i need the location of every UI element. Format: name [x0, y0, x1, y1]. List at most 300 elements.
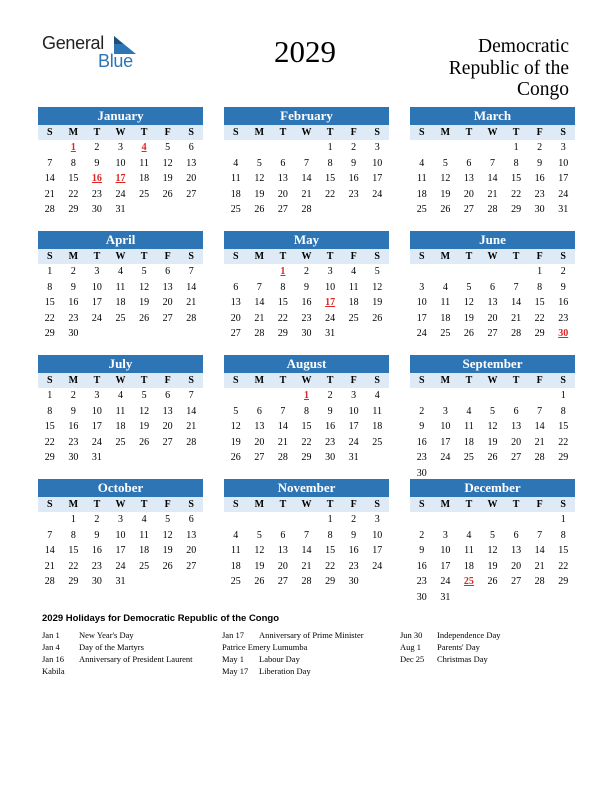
day-cell: 4	[117, 266, 123, 277]
empty-day-cell	[457, 264, 481, 280]
weekday-label: W	[115, 375, 126, 386]
day-cell: 15	[68, 173, 79, 184]
empty-day-cell	[248, 388, 272, 404]
day-cell: 28	[487, 204, 498, 215]
weekday-label: T	[140, 127, 148, 138]
weekday-label: T	[279, 375, 287, 386]
holiday-day-cell: 17	[325, 297, 336, 308]
day-cell: 10	[440, 545, 451, 556]
empty-day-cell	[224, 512, 248, 528]
day-cell: 7	[513, 281, 519, 293]
day-cell: 23	[325, 436, 336, 448]
day-cell: 7	[303, 529, 309, 541]
day-cell: 21	[186, 297, 197, 308]
day-cell: 8	[327, 529, 333, 541]
day-cell: 9	[70, 405, 76, 417]
day-cell: 5	[165, 142, 171, 153]
day-cell: 12	[372, 281, 383, 293]
day-cell: 21	[186, 421, 197, 432]
day-cell: 26	[139, 312, 150, 324]
weekday-label: T	[465, 251, 473, 262]
day-cell: 2	[303, 266, 309, 277]
holiday-day-cell: 30	[558, 328, 569, 339]
day-cell: 7	[303, 157, 309, 169]
month-september	[410, 355, 575, 481]
day-cell: 4	[233, 529, 239, 541]
day-cell: 14	[511, 297, 522, 308]
day-cell: 25	[230, 576, 241, 587]
weekday-label: S	[188, 499, 194, 510]
day-cell: 12	[230, 421, 241, 432]
day-cell: 5	[374, 266, 380, 277]
country-line: Democratic	[478, 36, 569, 57]
day-cell: 7	[188, 266, 194, 277]
holiday-name: Liberation Day	[259, 666, 311, 676]
day-cell: 27	[186, 188, 197, 200]
day-cell: 24	[115, 560, 126, 572]
weekday-label: T	[140, 375, 148, 386]
day-cell: 24	[325, 312, 336, 324]
day-cell: 10	[115, 157, 126, 169]
day-cell: 19	[463, 312, 474, 324]
day-cell: 31	[348, 452, 359, 463]
day-cell: 10	[558, 157, 569, 169]
day-cell: 3	[94, 266, 100, 277]
weekday-label: W	[487, 499, 498, 510]
day-cell: 29	[68, 204, 79, 215]
weekday-label: T	[465, 375, 473, 386]
day-cell: 8	[70, 529, 76, 541]
weekday-label: M	[440, 499, 451, 510]
day-cell: 22	[44, 436, 55, 448]
day-cell: 14	[186, 281, 197, 293]
day-cell: 19	[139, 421, 150, 432]
day-cell: 23	[416, 452, 427, 463]
day-cell: 23	[68, 436, 79, 448]
weekday-label: T	[326, 499, 334, 510]
day-cell: 8	[327, 157, 333, 169]
day-cell: 27	[254, 452, 265, 463]
day-cell: 9	[419, 421, 425, 432]
weekday-label: F	[536, 499, 543, 510]
day-cell: 20	[511, 560, 522, 572]
holiday-name: Anniversary of President Laurent	[79, 654, 193, 664]
day-cell: 8	[47, 281, 53, 293]
day-cell: 23	[348, 188, 359, 200]
day-cell: 20	[162, 297, 173, 308]
day-cell: 29	[301, 452, 312, 463]
day-cell: 23	[416, 576, 427, 587]
day-cell: 20	[186, 545, 197, 556]
day-cell: 16	[68, 297, 79, 308]
day-cell: 17	[91, 421, 102, 432]
day-cell: 6	[165, 266, 171, 277]
day-cell: 12	[162, 157, 173, 169]
day-cell: 1	[47, 266, 53, 277]
day-cell: 18	[230, 188, 241, 200]
holiday-day-cell: 17	[115, 173, 126, 184]
country-line: Republic of the	[448, 57, 569, 79]
holiday-day-cell: 1	[303, 390, 309, 401]
weekday-label: W	[301, 375, 312, 386]
holiday-day-cell: 4	[141, 142, 147, 153]
day-cell: 21	[301, 560, 312, 572]
day-cell: 28	[301, 204, 312, 215]
days-grid	[410, 388, 575, 481]
day-cell: 1	[560, 514, 566, 525]
weekday-label: M	[254, 251, 265, 262]
empty-day-cell	[457, 140, 481, 156]
day-cell: 10	[348, 405, 359, 417]
holiday-name: Parents' Day	[437, 642, 480, 652]
day-cell: 11	[139, 529, 149, 541]
day-cell: 24	[91, 312, 102, 324]
month-header: February	[224, 107, 389, 125]
day-cell: 15	[44, 421, 55, 432]
day-cell: 24	[348, 436, 359, 448]
weekday-label: T	[279, 499, 287, 510]
day-cell: 7	[280, 405, 286, 417]
day-cell: 12	[139, 405, 150, 417]
day-cell: 30	[91, 204, 102, 215]
day-cell: 9	[419, 545, 425, 556]
holiday-date: Aug 1	[400, 642, 422, 652]
day-cell: 13	[487, 297, 498, 308]
day-cell: 9	[327, 405, 333, 417]
day-cell: 12	[162, 529, 173, 541]
day-cell: 31	[115, 576, 126, 587]
empty-day-cell	[224, 264, 248, 280]
day-cell: 9	[351, 157, 357, 169]
day-cell: 8	[70, 157, 76, 169]
day-cell: 10	[372, 157, 383, 169]
day-cell: 14	[487, 173, 498, 184]
day-cell: 12	[487, 421, 498, 432]
day-cell: 20	[254, 436, 265, 448]
day-cell: 1	[70, 514, 76, 525]
weekday-label: S	[560, 499, 566, 510]
day-cell: 5	[233, 405, 239, 417]
day-cell: 16	[416, 436, 427, 448]
month-february	[224, 107, 389, 218]
empty-day-cell	[457, 512, 481, 528]
weekday-label: W	[487, 375, 498, 386]
day-cell: 18	[115, 297, 126, 308]
weekday-label: S	[419, 499, 425, 510]
weekday-label: M	[68, 251, 79, 262]
day-cell: 6	[513, 405, 519, 417]
day-cell: 28	[277, 452, 288, 463]
empty-day-cell	[248, 140, 272, 156]
day-cell: 20	[277, 560, 288, 572]
day-cell: 28	[301, 576, 312, 587]
days-grid	[224, 140, 389, 218]
day-cell: 2	[560, 266, 566, 277]
day-cell: 28	[534, 452, 545, 463]
day-cell: 29	[511, 204, 522, 215]
weekday-label: F	[536, 251, 543, 262]
empty-day-cell	[410, 388, 434, 404]
day-cell: 27	[511, 576, 522, 587]
weekday-header-row	[38, 125, 203, 140]
day-cell: 6	[256, 405, 262, 417]
day-cell: 9	[303, 281, 309, 293]
weekday-label: S	[374, 251, 380, 262]
day-cell: 22	[68, 188, 79, 200]
day-cell: 13	[186, 157, 197, 169]
day-cell: 8	[560, 405, 566, 417]
month-december	[410, 479, 575, 605]
weekday-label: M	[440, 251, 451, 262]
weekday-label: T	[279, 251, 287, 262]
holiday-column	[222, 629, 397, 677]
day-cell: 14	[534, 545, 545, 556]
month-header: April	[38, 231, 203, 249]
day-cell: 27	[186, 560, 197, 572]
day-cell: 11	[230, 545, 241, 556]
day-cell: 15	[277, 297, 288, 308]
day-cell: 28	[44, 204, 55, 215]
day-cell: 31	[325, 328, 336, 339]
days-grid	[224, 388, 389, 466]
day-cell: 22	[325, 560, 336, 572]
holiday-entry	[222, 641, 397, 653]
day-cell: 20	[186, 173, 197, 184]
weekday-label: S	[47, 251, 53, 262]
weekday-label: T	[512, 375, 520, 386]
day-cell: 22	[558, 436, 569, 448]
day-cell: 12	[254, 173, 265, 184]
day-cell: 11	[464, 421, 474, 432]
weekday-label: S	[374, 375, 380, 386]
holiday-day-cell: 1	[280, 266, 286, 277]
day-cell: 3	[560, 142, 566, 153]
day-cell: 19	[487, 436, 498, 448]
holiday-entry	[400, 653, 570, 665]
day-cell: 31	[440, 591, 451, 603]
day-cell: 11	[230, 173, 241, 184]
day-cell: 27	[277, 204, 288, 215]
day-cell: 24	[115, 188, 126, 200]
weekday-label: T	[512, 499, 520, 510]
day-cell: 14	[277, 421, 288, 432]
day-cell: 20	[487, 312, 498, 324]
weekday-label: S	[560, 251, 566, 262]
weekday-label: W	[115, 251, 126, 262]
days-grid	[38, 264, 203, 342]
day-cell: 21	[301, 188, 312, 200]
empty-day-cell	[248, 512, 272, 528]
day-cell: 20	[230, 312, 241, 324]
day-cell: 2	[327, 390, 333, 401]
day-cell: 26	[372, 312, 383, 324]
holiday-entry	[222, 665, 397, 677]
day-cell: 30	[534, 204, 545, 215]
day-cell: 15	[68, 545, 79, 556]
day-cell: 7	[47, 157, 53, 169]
weekday-label: F	[350, 127, 357, 138]
weekday-label: T	[140, 499, 148, 510]
day-cell: 3	[374, 142, 380, 153]
day-cell: 17	[558, 173, 569, 184]
weekday-label: S	[233, 499, 239, 510]
day-cell: 18	[230, 560, 241, 572]
day-cell: 5	[442, 157, 448, 169]
day-cell: 13	[162, 281, 173, 293]
day-cell: 23	[91, 560, 102, 572]
day-cell: 21	[534, 560, 545, 572]
day-cell: 17	[372, 545, 383, 556]
day-cell: 22	[534, 312, 545, 324]
day-cell: 30	[416, 467, 427, 479]
empty-day-cell	[434, 512, 458, 528]
weekday-label: S	[188, 127, 194, 138]
month-header: November	[224, 479, 389, 497]
weekday-header-row	[410, 373, 575, 388]
day-cell: 28	[511, 328, 522, 339]
day-cell: 6	[280, 529, 286, 541]
day-cell: 24	[372, 188, 383, 200]
day-cell: 2	[70, 390, 76, 401]
day-cell: 4	[233, 157, 239, 169]
day-cell: 17	[440, 436, 451, 448]
days-grid	[410, 140, 575, 218]
day-cell: 7	[489, 157, 495, 169]
day-cell: 27	[511, 452, 522, 463]
day-cell: 4	[351, 266, 357, 277]
empty-day-cell	[271, 140, 295, 156]
day-cell: 15	[301, 421, 312, 432]
day-cell: 1	[560, 390, 566, 401]
day-cell: 16	[348, 173, 359, 184]
day-cell: 11	[139, 157, 149, 169]
day-cell: 3	[117, 514, 123, 525]
day-cell: 4	[466, 405, 472, 417]
weekday-label: S	[374, 499, 380, 510]
weekday-label: M	[254, 375, 265, 386]
day-cell: 27	[277, 576, 288, 587]
day-cell: 22	[325, 188, 336, 200]
month-july	[38, 355, 203, 466]
day-cell: 12	[463, 297, 474, 308]
holiday-entry	[400, 629, 570, 641]
day-cell: 19	[162, 545, 173, 556]
day-cell: 27	[230, 328, 241, 339]
day-cell: 12	[139, 281, 150, 293]
empty-day-cell	[224, 388, 248, 404]
day-cell: 15	[558, 545, 569, 556]
day-cell: 4	[466, 529, 472, 541]
weekday-label: W	[115, 127, 126, 138]
day-cell: 5	[165, 514, 171, 525]
holiday-name: Day of the Martyrs	[79, 642, 144, 652]
month-header: March	[410, 107, 575, 125]
holiday-date: Jan 16	[42, 654, 64, 664]
day-cell: 25	[115, 436, 126, 448]
weekday-label: T	[93, 375, 101, 386]
day-cell: 2	[70, 266, 76, 277]
day-cell: 8	[280, 281, 286, 293]
holiday-entry	[42, 629, 217, 641]
day-cell: 27	[463, 204, 474, 215]
weekday-label: S	[188, 375, 194, 386]
month-header: August	[224, 355, 389, 373]
weekday-header-row	[38, 497, 203, 512]
weekday-label: M	[68, 127, 79, 138]
day-cell: 27	[162, 312, 173, 324]
day-cell: 14	[186, 405, 197, 417]
month-header: May	[224, 231, 389, 249]
day-cell: 3	[94, 390, 100, 401]
day-cell: 3	[419, 281, 425, 293]
day-cell: 12	[487, 545, 498, 556]
day-cell: 29	[277, 328, 288, 339]
day-cell: 15	[44, 297, 55, 308]
weekday-label: S	[419, 375, 425, 386]
day-cell: 6	[489, 281, 495, 293]
month-header: January	[38, 107, 203, 125]
day-cell: 6	[233, 281, 239, 293]
weekday-label: F	[164, 375, 171, 386]
month-august	[224, 355, 389, 466]
day-cell: 30	[91, 576, 102, 587]
day-cell: 25	[348, 312, 359, 324]
holiday-name-continued: Kabila	[42, 666, 65, 676]
day-cell: 2	[419, 405, 425, 417]
day-cell: 4	[442, 281, 448, 293]
weekday-label: M	[254, 499, 265, 510]
day-cell: 16	[558, 297, 569, 308]
day-cell: 18	[463, 560, 474, 572]
month-header: July	[38, 355, 203, 373]
day-cell: 7	[47, 529, 53, 541]
weekday-label: T	[93, 499, 101, 510]
day-cell: 3	[117, 142, 123, 153]
holiday-name: Christmas Day	[437, 654, 488, 664]
day-cell: 22	[68, 560, 79, 572]
day-cell: 2	[94, 514, 100, 525]
day-cell: 25	[372, 436, 383, 448]
country-line: Congo	[516, 79, 569, 100]
weekday-label: S	[374, 127, 380, 138]
day-cell: 7	[188, 390, 194, 401]
weekday-label: T	[93, 127, 101, 138]
holiday-date: Jan 17	[222, 630, 244, 640]
weekday-header-row	[38, 373, 203, 388]
empty-day-cell	[481, 140, 505, 156]
day-cell: 3	[327, 266, 333, 277]
day-cell: 16	[301, 297, 312, 308]
day-cell: 17	[91, 297, 102, 308]
day-cell: 26	[162, 188, 173, 200]
day-cell: 23	[348, 560, 359, 572]
day-cell: 9	[94, 529, 100, 541]
day-cell: 29	[68, 576, 79, 587]
day-cell: 4	[374, 390, 380, 401]
day-cell: 11	[416, 173, 427, 184]
day-cell: 29	[534, 328, 545, 339]
day-cell: 16	[68, 421, 79, 432]
weekday-label: F	[536, 375, 543, 386]
day-cell: 6	[188, 514, 194, 525]
day-cell: 28	[534, 576, 545, 587]
day-cell: 17	[348, 421, 359, 432]
weekday-header-row	[410, 249, 575, 264]
day-cell: 6	[466, 157, 472, 169]
day-cell: 26	[463, 328, 474, 339]
day-cell: 3	[374, 514, 380, 525]
day-cell: 22	[44, 312, 55, 324]
